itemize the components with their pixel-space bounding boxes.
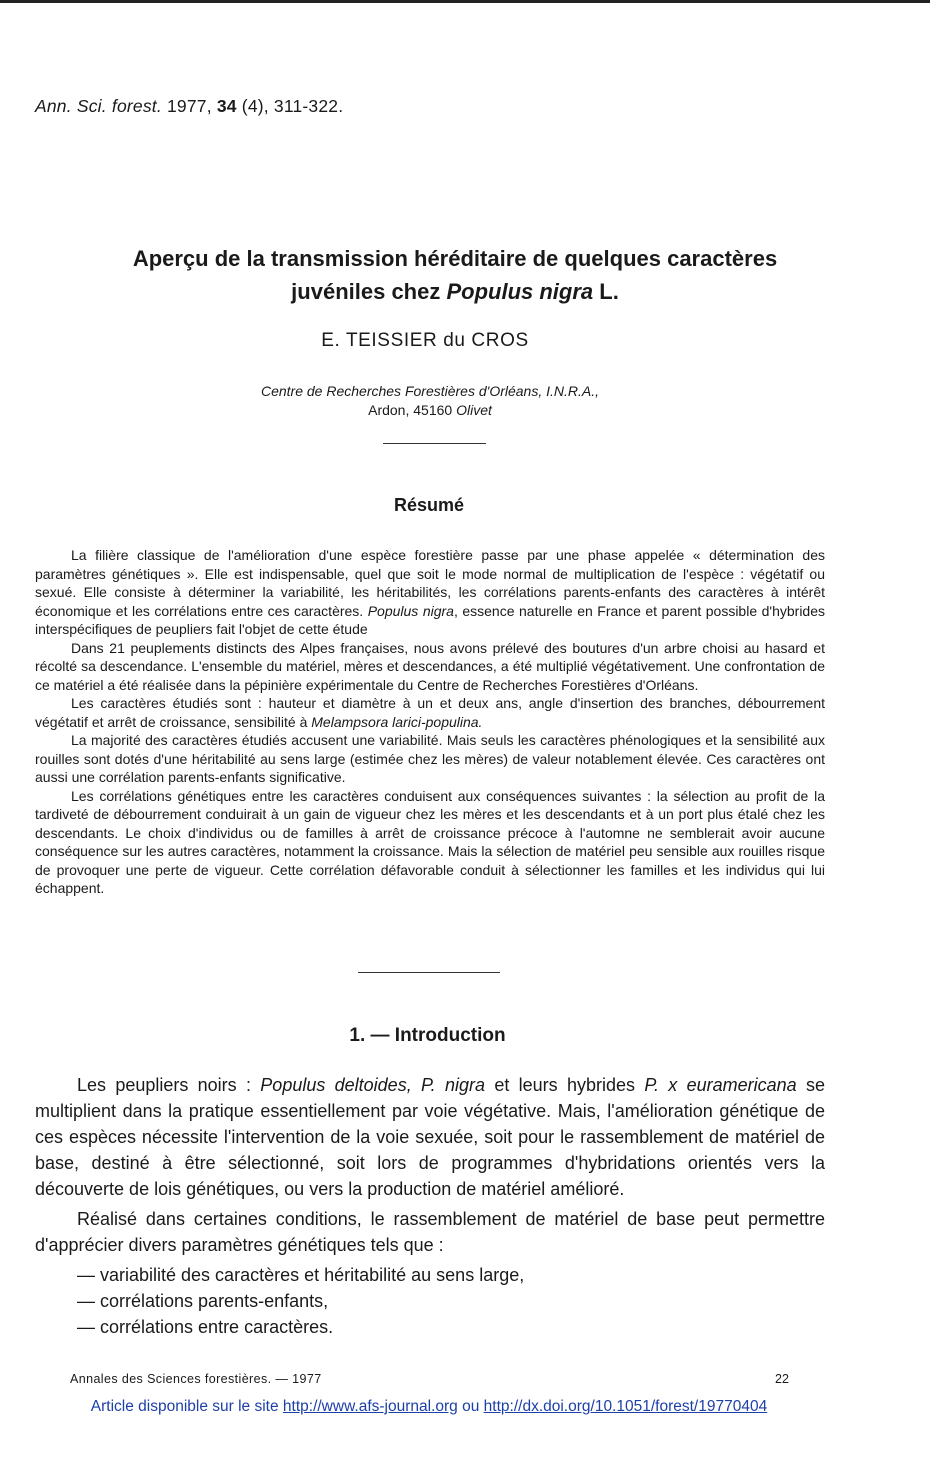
resume-p1-text-a: La filière classique de l'amélioration d'une espèce forestière passe par une phase appelée « détermination des paramètres génétiques ». Elle est indispensable, quel que soit le mode normal de multiplication de l'espèce : végétatif ou sexué. Elle consiste à déterminer la variabilité, les héritabilités, les corrélations parents-enfants des caractères à intérêt économique et les corrélations entre ces caractères. [35, 547, 825, 619]
resume-p1-species: Populus nigra [367, 602, 454, 619]
intro-p1-species-2: P. x euramericana [644, 1075, 797, 1095]
author-affiliation [0, 382, 860, 420]
affiliation-line-2b: Olivet [456, 402, 492, 418]
citation-volume: 34 [216, 96, 237, 116]
availability-prefix: Article disponible sur le site [90, 1398, 279, 1415]
article-title [40, 242, 870, 308]
affiliation-line-1: Centre de Recherches Forestières d'Orléans, I.N.R.A., [260, 383, 600, 399]
affiliation-line-2a: Ardon, 45160 [368, 402, 453, 418]
introduction-body [35, 1072, 825, 1340]
citation-year: 1977, [167, 96, 212, 116]
title-line-2-end: L. [593, 279, 619, 304]
resume-paragraph-3 [35, 694, 825, 731]
top-border-line [0, 0, 930, 3]
parameter-list [35, 1262, 825, 1340]
citation-issue-pages: (4), 311-322. [241, 96, 344, 116]
intro-paragraph-2: Réalisé dans certaines conditions, le rassemblement de matériel de base peut permettre d'apprécier divers paramètres génétiques tels que : [35, 1209, 825, 1255]
separator-rule-2 [358, 972, 500, 973]
resume-p3-species: Melampsora larici-populina. [311, 713, 483, 730]
availability-notice [0, 1398, 858, 1416]
list-item: — corrélations entre caractères. [77, 1317, 334, 1337]
author-name: E. TEISSIER du CROS [321, 330, 529, 351]
journal-site-link[interactable]: http://www.afs-journal.org [282, 1398, 458, 1415]
footer-page-number: 22 [775, 1372, 789, 1386]
footer-journal: Annales des Sciences forestières. — 1977 [70, 1372, 322, 1386]
resume-paragraph-2: Dans 21 peuplements distincts des Alpes françaises, nous avons prélevé des boutures d'un arbre choisi au hasard et récolté sa descendance. L'ensemble du matériel, mères et descendances, a été multiplié végétativement. Une confrontation de ce matériel a été réalisée dans la pépinière expérimentale du Centre de Recherches Forestières d'Orléans. [35, 639, 825, 693]
introduction-heading: 1. — Introduction [349, 1025, 506, 1046]
title-species: Populus nigra [446, 279, 594, 304]
intro-p1-text-a: Les peupliers noirs : [77, 1075, 251, 1095]
intro-p1-species-1: Populus deltoides, P. nigra [260, 1075, 486, 1095]
availability-middle: ou [462, 1398, 480, 1415]
list-item: — corrélations parents-enfants, [77, 1291, 329, 1311]
intro-p1-text-b: et leurs hybrides [494, 1075, 635, 1095]
doi-link[interactable]: http://dx.doi.org/10.1051/forest/19770404 [483, 1398, 768, 1415]
resume-paragraph-1 [35, 546, 825, 639]
intro-p1-text-c: se multiplient dans la pratique essentiellement par voie végétative. Mais, l'amélioration génétique de ces espèces nécessite l'intervention de la voie sexuée, soit pour le rassemblement de matériel de base, destiné à être sélectionné, soit lors de programmes d'hybridations orientés vers la découverte de lois génétiques, ou vers la production de matériel amélioré. [35, 1075, 825, 1199]
intro-paragraph-1 [35, 1072, 825, 1202]
journal-name: Ann. Sci. forest. [35, 96, 162, 116]
separator-rule-1 [383, 443, 486, 444]
journal-citation [35, 96, 343, 117]
list-item: — variabilité des caractères et héritabilité au sens large, [77, 1265, 525, 1285]
resume-p3-text: Les caractères étudiés sont : hauteur et diamètre à un et deux ans, angle d'insertion des branches, débourrement végétatif et arrêt de croissance, sensibilité à [35, 695, 825, 730]
title-line-2-start: juvéniles chez [291, 279, 447, 304]
resume-abstract [35, 546, 825, 898]
resume-p1-text-b: , essence naturelle en France et parent possible d'hybrides interspécifiques de peupliers fait l'objet de cette étude [35, 602, 825, 637]
resume-paragraph-4: La majorité des caractères étudiés accusent une variabilité. Mais seuls les caractères phénologiques et la sensibilité aux rouilles sont dotés d'une héritabilité au sens large (estimée chez les mères) de valeur notablement élevée. Ces caractères ont aussi une corrélation parents-enfants significative. [35, 732, 825, 785]
resume-paragraph-5: Les corrélations génétiques entre les caractères conduisent aux conséquences suivantes : la sélection au profit de la tardiveté de débourrement conduirait à un gain de vigueur chez les mères et les descendants et à un port plus étalé chez les descendants. Le choix d'individus ou de familles à arrêt de croissance précoce à l'automne ne semblerait avoir aucune conséquence sur les autres caractères, notamment la croissance. Mais la sélection de matériel peu sensible aux rouilles risque de provoquer une perte de vigueur. Cette corrélation défavorable conduit à sélectionner les familles et les individus qui lui échappent. [35, 787, 825, 896]
resume-heading: Résumé [393, 495, 465, 515]
title-line-1: Aperçu de la transmission héréditaire de quelques caractères [132, 246, 778, 271]
